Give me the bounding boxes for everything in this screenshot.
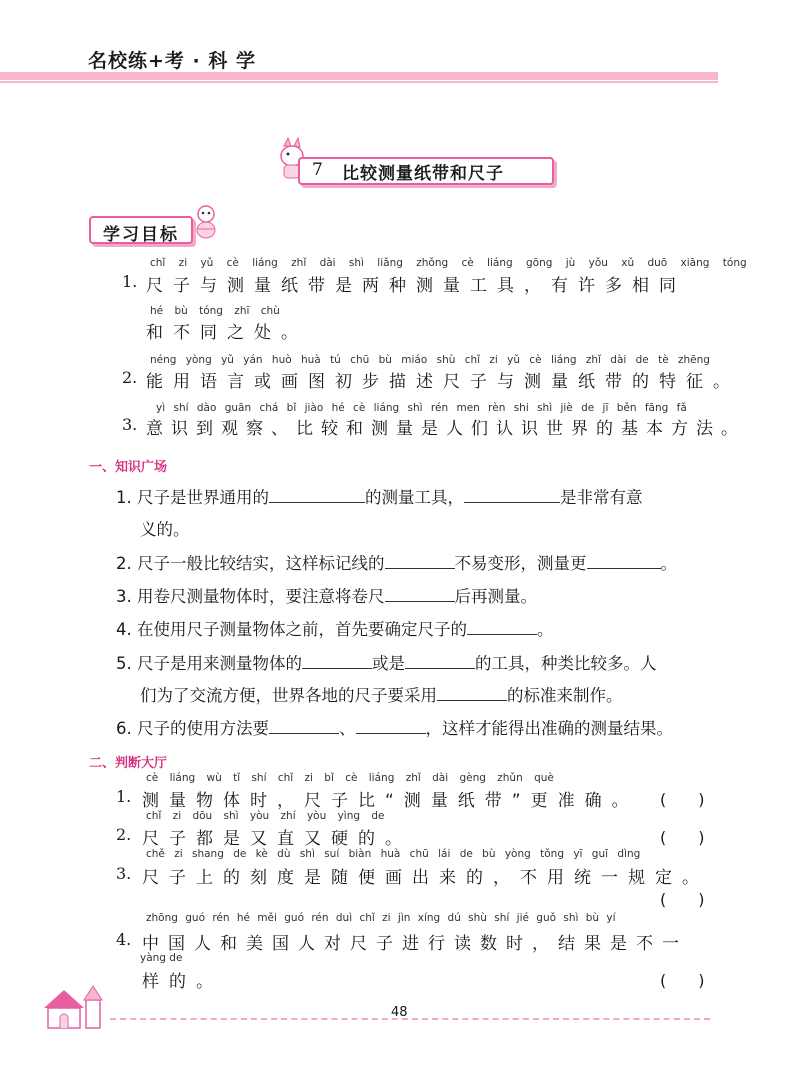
judge-4-text: 中国人和美国人对尺子进行读数时，结果是不一 [142, 934, 688, 954]
judge-3-pinyin: chě zi shang de kè dù shì suí biàn huà chū lái de bù yòng tǒng yī guī dìng [146, 848, 641, 860]
header-bar-thin [0, 81, 718, 83]
lesson-title-banner [272, 154, 552, 184]
question-2: 2. 尺子一般比较结实，这样标记线的 不易变形，测量更 。 [116, 554, 677, 573]
goal-2-pinyin: néng yòng yǔ yán huò huà tú chū bù miáo shù chǐ zi yǔ cè liáng zhǐ dài de tè zhēng [150, 354, 710, 366]
lesson-number: 7 [312, 160, 323, 180]
goal-3-text: 意识到观察、比较和测量是人们认识世界的基本方法。 [146, 419, 746, 439]
goal-1-pinyin: chǐ zi yǔ cè liáng zhǐ dài shì liǎng zhǒng cè liáng gōng jù yǒu xǔ duō xiāng tóng [150, 257, 747, 269]
question-6: 6. 尺子的使用方法要 、 ，这样才能得出准确的测量结果。 [116, 719, 673, 738]
answer-blank[interactable] [385, 554, 455, 569]
goal-1-text-line2: 和不同之处。 [146, 323, 308, 343]
page-number: 48 [391, 1005, 408, 1020]
question-1: 1. 尺子是世界通用的 的测量工具， 是非常有意 [116, 488, 643, 507]
answer-blank[interactable] [464, 488, 560, 503]
answer-blank[interactable] [269, 719, 339, 734]
judge-1-pinyin: cè liáng wù tǐ shí chǐ zi bǐ cè liáng zhǐ dài gèng zhǔn què [146, 772, 554, 784]
goal-1-text: 尺子与测量纸带是两种测量工具，有许多相同 [146, 276, 686, 296]
question-5: 5. 尺子是用来测量物体的 或是 的工具，种类比较多。人 [116, 654, 657, 673]
judge-2-number: 2. [116, 825, 132, 844]
judge-4-number: 4. [116, 930, 132, 949]
judge-2-pinyin: chǐ zi dōu shì yòu zhí yòu yìng de [146, 810, 385, 822]
judge-1-number: 1. [116, 787, 132, 806]
question-3: 3. 用卷尺测量物体时，要注意将卷尺 后再测量。 [116, 587, 537, 606]
answer-blank[interactable] [269, 488, 365, 503]
book-title: 名校练+考 · 科 学 [88, 50, 256, 72]
answer-blank[interactable] [587, 554, 661, 569]
judge-2-text: 尺子都是又直又硬的。 [142, 829, 412, 849]
lesson-title: 比较测量纸带和尺子 [342, 164, 504, 184]
judge-1-text: 测量物体时，尺子比“测量纸带”更准确。 [142, 791, 639, 811]
judge-3-answer[interactable]: ( ) [660, 890, 705, 909]
goal-2-text: 能用语言或画图初步描述尺子与测量纸带的特征。 [146, 372, 740, 392]
judge-3-number: 3. [116, 864, 132, 883]
footer-dashed-line [110, 1018, 710, 1020]
question-1-cont: 义的。 [140, 520, 190, 539]
goals-label: 学习目标 [103, 225, 179, 245]
goal-2-number: 2. [122, 368, 138, 387]
header-bar [0, 72, 718, 80]
goal-1-pinyin-line2: hé bù tóng zhī chù [150, 305, 280, 317]
judge-4-answer[interactable]: ( ) [660, 971, 705, 990]
house-decoration-icon [38, 978, 110, 1030]
section-knowledge-title: 一、知识广场 [89, 460, 168, 475]
answer-blank[interactable] [437, 686, 507, 701]
judge-2-answer[interactable]: ( ) [660, 828, 705, 847]
answer-blank[interactable] [385, 587, 455, 602]
answer-blank[interactable] [467, 620, 537, 635]
goals-label-box [89, 216, 193, 244]
answer-blank[interactable] [302, 654, 372, 669]
answer-blank[interactable] [405, 654, 475, 669]
judge-3-text: 尺子上的刻度是随便画出来的，不用统一规定。 [142, 868, 709, 888]
section-judge-title: 二、判断大厅 [89, 756, 168, 771]
question-4: 4. 在使用尺子测量物体之前，首先要确定尺子的 。 [116, 620, 554, 639]
judge-4-pinyin-line2: yàng de [140, 952, 183, 964]
goal-3-pinyin: yì shí dào guān chá bǐ jiào hé cè liáng shì rén men rèn shi shì jiè de jī běn fāng fǎ [156, 402, 687, 414]
question-5-cont: 们为了交流方便，世界各地的尺子要采用 的标准来制作。 [140, 686, 623, 705]
goal-1-number: 1. [122, 272, 138, 291]
goal-3-number: 3. [122, 415, 138, 434]
judge-1-answer[interactable]: ( ) [660, 790, 705, 809]
bee-mascot-icon [190, 202, 222, 240]
answer-blank[interactable] [356, 719, 426, 734]
judge-4-text-line2: 样的。 [142, 972, 223, 992]
judge-4-pinyin: zhōng guó rén hé měi guó rén duì chǐ zi jìn xíng dú shù shí jié guǒ shì bù yí [146, 912, 616, 924]
